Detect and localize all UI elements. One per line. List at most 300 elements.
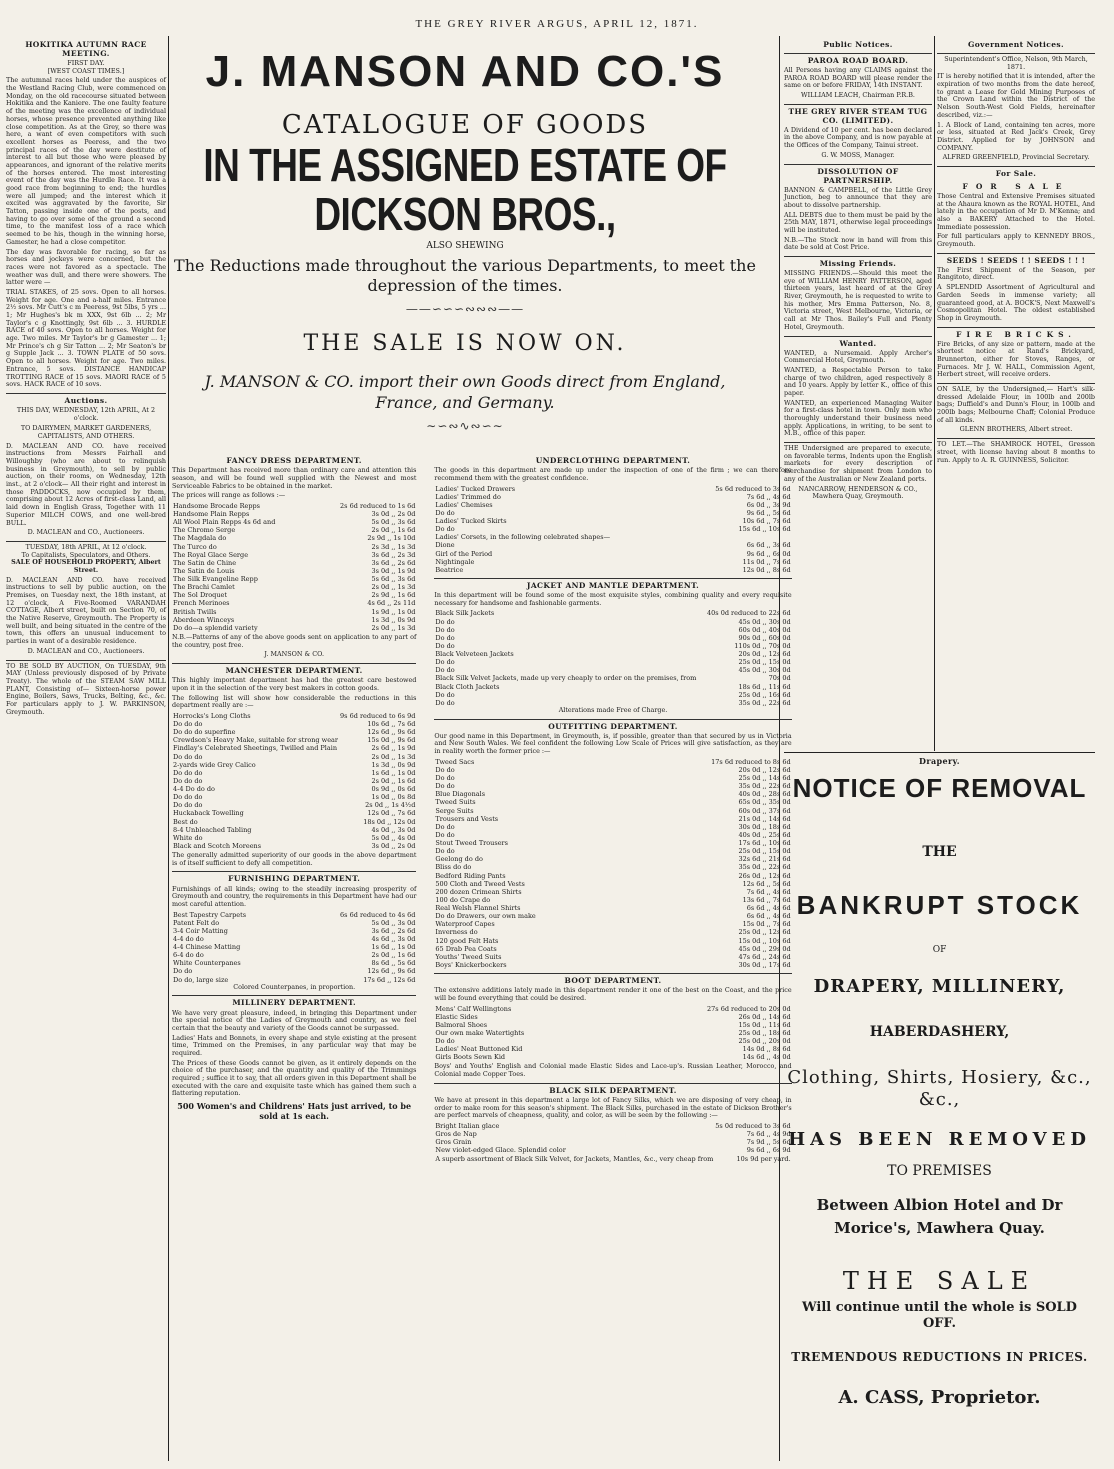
manchester-item-price: 1s 3d ,, 0s 9d	[371, 760, 416, 769]
blacksilk-row	[434, 1155, 791, 1163]
outfitting-item-price: 30s 0d ,, 18s 6d	[738, 822, 791, 831]
the-sale: THE SALE	[842, 1267, 1037, 1296]
boot-item-price: 27s 6d reduced to 20s 0d	[707, 1004, 791, 1013]
manchester-item-price: 10s 6d ,, 7s 6d	[367, 720, 416, 729]
column-rule-3	[934, 36, 935, 751]
auction3-body: TO BE SOLD BY AUCTION, On TUESDAY, 9th MAY (Unless previously disposed of by Private Treaty). The whole of the STEAM SAW MILL PLANT, Consisting of— Sixteen-horse power Engine, Boilers, Saws, Trucks, Belting, &c., &c. For particulars apply to J. W. PARKINSON, Greymouth.	[6, 661, 166, 716]
jacket-row	[434, 626, 791, 634]
outfitting-row	[434, 945, 791, 953]
to-premises: TO PREMISES	[887, 1163, 992, 1180]
under-item-name: Do do	[435, 508, 455, 517]
tremendous-text: TREMENDOUS REDUCTIONS IN PRICES.	[791, 1350, 1088, 1365]
fancy-row	[172, 518, 416, 526]
furnishing-row	[172, 951, 416, 959]
manchester-item-name: 8-4 Unbleached Tabling	[173, 825, 252, 834]
jacket-item-price: 35s 0d ,, 22s 6d	[738, 698, 791, 707]
blacksilk-row	[434, 1122, 791, 1130]
ornament-divider-2: ∼∽∾∿∾∽∼	[426, 419, 504, 434]
outfitting-row	[434, 798, 791, 806]
outfitting-item-price: 40s 0d ,, 25s 6d	[738, 830, 791, 839]
fancy-item-name: The Magdala do	[173, 534, 227, 543]
furnishing-item-name: 4-4 Chinese Matting	[173, 943, 241, 952]
furnishing-item-name: Patent Felt do	[173, 918, 220, 927]
ornament-divider-1: ——∽∽∽∾∾∾——	[405, 302, 525, 317]
fancy-item-name: All Wool Plain Repps 4s 6d and	[173, 518, 276, 527]
fancy-item-name: The Sol Droquet	[173, 591, 227, 600]
jacket-item-price: 18s 6d ,, 11s 6d	[738, 682, 791, 691]
fancy-item-name: Handsome Plain Repps	[173, 510, 250, 519]
furnishing-item-name: 4-4 do do	[173, 934, 204, 943]
missing-heading: Missing Friends.	[784, 256, 932, 268]
dept-left-column	[172, 452, 416, 1163]
manchester-item-name: Findlay's Celebrated Sheetings, Twilled and Plain	[173, 744, 338, 753]
outfitting-row	[434, 904, 791, 912]
boot-item-name: Balmoral Shoes	[435, 1020, 488, 1029]
manchester-item-price: 2s 6d ,, 1s 9d	[371, 744, 416, 753]
under-item-price: 6s 0d ,, 3s 9d	[746, 500, 791, 509]
gov-sign: ALFRED GREENFIELD, Provincial Secretary.	[942, 153, 1090, 162]
outfitting-row	[434, 807, 791, 815]
outfitting-row	[434, 961, 791, 969]
furnishing-item-price: 3s 6d ,, 2s 6d	[371, 926, 416, 935]
jacket-intro: In this department will be found some of the most exquisite styles, combining quality and every requisite necessary for handsome and fashionable garments.	[434, 591, 792, 607]
under-item-price: 9s 6d ,, 5s 6d	[746, 508, 791, 517]
boot-item-name: Our own make Watertights	[435, 1028, 525, 1037]
gov-heading: Government Notices.	[967, 40, 1065, 49]
under-row	[434, 566, 791, 574]
boot-item-name: Ladies' Neat Buttoned Kid	[435, 1045, 523, 1054]
outfitting-item-name: Bliss do do	[435, 863, 472, 872]
boot-item-name: Do do	[435, 1037, 455, 1046]
outfitting-row	[434, 774, 791, 782]
fancy-item-price: 2s 6d reduced to 1s 6d	[340, 501, 416, 510]
outfitting-item-name: 65 Drab Pea Coats	[435, 944, 497, 953]
jacket-row	[434, 658, 791, 666]
manchester-row	[172, 769, 416, 777]
dissolution-debts: ALL DEBTS due to them must be paid by the 25th MAY, 1871, otherwise legal proceedings will be instituted.	[784, 210, 932, 234]
manchester-item-price: 12s 6d ,, 9s 6d	[367, 728, 416, 737]
jacket-row	[434, 683, 791, 691]
fancy-item-price: 1s 3d ,, 0s 9d	[371, 615, 416, 624]
under-item-price	[634, 533, 791, 541]
boot-item-price: 25s 0d ,, 20s 0d	[738, 1037, 791, 1046]
outfitting-item-name: Blue Diagonals	[435, 790, 486, 799]
outfitting-row	[434, 920, 791, 928]
blacksilk-item-price: 10s 9d per yard.	[736, 1154, 791, 1163]
manchester-row	[172, 777, 416, 785]
under-item-name: Ladies' Tucked Drawers	[435, 484, 516, 493]
under-row	[434, 558, 791, 566]
outfitting-item-price: 6s 6d ,, 4s 6d	[746, 912, 791, 921]
furnishing-table	[172, 911, 416, 984]
fancy-item-price: 5s 6d ,, 3s 6d	[371, 575, 416, 584]
blacksilk-item-name: Gros de Nap	[435, 1130, 477, 1139]
catalogue-title: CATALOGUE OF GOODS	[281, 110, 649, 140]
fancy-item-name: Aberdeen Winceys	[173, 615, 235, 624]
furnishing-item-price: 1s 6d ,, 1s 0d	[371, 943, 416, 952]
manchester-note: The generally admitted superiority of our goods in the above department is of itself sufficient to defy all competition.	[172, 851, 417, 867]
outfitting-item-price: 20s 0d ,, 12s 6d	[738, 765, 791, 774]
outfitting-item-name: Trousers and Vests	[435, 814, 499, 823]
manchester-item-name: 2-yards wide Grey Calico	[173, 760, 256, 769]
jacket-item-price: 45s 0d ,, 30s 0d	[738, 617, 791, 626]
outfitting-item-price: 47s 6d ,, 24s 6d	[738, 952, 791, 961]
under-item-name: Do do	[435, 525, 455, 534]
fancy-row	[172, 599, 416, 607]
manchester-row	[172, 712, 416, 720]
manchester-title: MANCHESTER DEPARTMENT.	[172, 663, 416, 675]
blacksilk-item-price: 7s 9d ,, 5s 6d	[746, 1138, 791, 1147]
under-row	[434, 509, 791, 517]
boot-item-name: Elastic Sides	[435, 1012, 478, 1021]
for-sale-apply: For full particulars apply to KENNEDY BROS., Greymouth.	[937, 232, 1095, 249]
fancy-item-price: 2s 9d ,, 1s 10d	[367, 534, 416, 543]
outfitting-row	[434, 937, 791, 945]
fancy-row	[172, 543, 416, 551]
continue-text: Will continue until the whole is SOLD OFF.	[802, 1300, 1077, 1332]
millinery-p3: The Prices of these Goods cannot be given, as it entirely depends on the choice of the purchaser, and the quantity and quality of the Trimmings required ; suffice it to say, that all orders given in this Department shall be executed with the care and exquisite taste which has gained them such a flattering reputation.	[172, 1058, 417, 1098]
furnishing-item-price: 12s 6d ,, 9s 6d	[367, 967, 416, 976]
furnishing-item-name: Best Tapestry Carpets	[173, 910, 247, 919]
fancy-note: N.B.—Patterns of any of the above goods sent on application to any part of the country, post free.	[172, 632, 417, 649]
under-title: UNDERCLOTHING DEPARTMENT.	[535, 456, 691, 466]
manchester-row	[172, 720, 416, 728]
outfitting-item-price: 13s 6d ,, 7s 6d	[742, 895, 791, 904]
drapery-advert	[784, 752, 1095, 1457]
outfitting-table	[434, 758, 791, 969]
dissolution-body: BANNON & CAMPBELL, of the Little Grey Junction, beg to announce that they are about to dissolve partnership.	[784, 185, 932, 209]
under-item-price: 7s 6d ,, 4s 6d	[746, 492, 791, 501]
flour-sign: GLENN BROTHERS, Albert street.	[959, 425, 1073, 434]
fancy-row	[172, 502, 416, 510]
outfitting-row	[434, 953, 791, 961]
outfitting-item-price: 35s 0d ,, 22s 6d	[738, 782, 791, 791]
under-row	[434, 493, 791, 501]
drapery-millinery: DRAPERY, MILLINERY,	[813, 976, 1066, 998]
outfitting-item-name: Tweed Suits	[435, 798, 476, 807]
outfitting-title: OUTFITTING DEPARTMENT.	[434, 719, 791, 731]
outfitting-item-price: 26s 0d ,, 12s 6d	[738, 871, 791, 880]
outfitting-item-name: Do do	[435, 847, 455, 856]
manchester-item-price: 3s 0d ,, 2s 0d	[371, 841, 416, 850]
outfitting-item-price: 15s 0d ,, 7s 6d	[742, 920, 791, 929]
firm-name: J. MANSON AND CO.'S	[205, 47, 725, 96]
column-rule-1	[168, 36, 169, 1461]
manchester-row	[172, 785, 416, 793]
under-row	[434, 550, 791, 558]
fancy-row	[172, 575, 416, 583]
outfitting-row	[434, 823, 791, 831]
jacket-item-price: 25s 0d ,, 15s 0d	[738, 658, 791, 667]
dissolution-title: DISSOLUTION OF PARTNERSHIP.	[784, 164, 932, 185]
fancy-row	[172, 551, 416, 559]
fancy-row	[172, 567, 416, 575]
manchester-item-name: White do	[173, 833, 203, 842]
boot-row	[434, 1021, 791, 1029]
fancy-item-price: 4s 6d ,, 2s 11d	[367, 599, 416, 608]
jacket-note: Alterations made Free of Charge.	[558, 705, 668, 714]
race-byline: [WEST COAST TIMES.]	[47, 66, 125, 75]
newspaper-header: THE GREY RIVER ARGUS, APRIL 12, 1871.	[415, 18, 699, 30]
manchester-item-price: 12s 0d ,, 7s 6d	[367, 809, 416, 818]
race-column	[6, 36, 166, 1461]
furnishing-row	[172, 919, 416, 927]
haberdashery: HABERDASHERY,	[869, 1024, 1010, 1041]
fancy-item-price: 2s 0d ,, 1s 6d	[371, 526, 416, 535]
missing-body: MISSING FRIENDS.—Should this meet the eye of WILLIAM HENRY PATTERSON, aged thirteen years, last heard of at the Grey River, Greymouth, he is requested to write to his mother, Mrs Emma Patterson, No. 8, Victoria street, West Melbourne, Victoria, or call at Mr Thos. Bailey's Full and Plenty Hotel, Greymouth.	[784, 269, 932, 331]
boot-item-price: 14s 0d ,, 8s 6d	[742, 1045, 791, 1054]
manchester-row	[172, 818, 416, 826]
manchester-item-name: 4-4 Do do do	[173, 785, 215, 794]
manchester-range: The following list will show how considerable the reductions in this department really are :—	[172, 693, 417, 710]
jacket-item-price: 40s 0d reduced to 22s 6d	[707, 609, 791, 618]
under-item-name: Ladies' Corsets, in the following celebrated shapes—	[435, 533, 611, 542]
boot-item-price: 14s 6d ,, 4s 0d	[742, 1053, 791, 1062]
manchester-row	[172, 736, 416, 744]
jacket-item-name: Do do	[435, 658, 455, 667]
fancy-item-price: 1s 9d ,, 1s 0d	[371, 607, 416, 616]
auction1-day: THIS DAY, WEDNESDAY, 12th APRIL, At 2 o'clock.	[16, 405, 156, 422]
manchester-row	[172, 801, 416, 809]
millinery-p1: We have very great pleasure, indeed, in bringing this Department under the special notice of the Ladies of Greymouth and country, as we feel certain that the beauty and variety of the Goods cannot be surpassed.	[172, 1008, 417, 1032]
millinery-title: MILLINERY DEPARTMENT.	[172, 995, 416, 1007]
jacket-item-price: 110s 0d ,, 70s 0d	[734, 641, 791, 650]
seeds-body-2: A SPLENDID Assortment of Agricultural and Garden Seeds in immense variety; all guaranteed good, at A. BOCK'S, Next Maxwell's Cosmopolitan Hotel. The oldest established Shop in Greymouth.	[937, 283, 1095, 322]
blacksilk-item-price: 5s 0d reduced to 3s 6d	[715, 1122, 791, 1131]
under-item-price: 10s 6d ,, 7s 6d	[742, 517, 791, 526]
blacksilk-item-price: 9s 6d ,, 6s 9d	[746, 1146, 791, 1155]
flour-body: ON SALE, by the Undersigned,— Hart's silk-dressed Adelaide Flour, in 100lb and 200lb bags; Duffield's and Dunn's Flour, in 100lb and 200lb bags; Melbourne Chaff; Colonial Produce of all kinds.	[937, 385, 1095, 424]
jacket-row	[434, 666, 791, 674]
fancy-item-name: The Chromo Serge	[173, 526, 236, 535]
indent-sign: NANCARROW, HENDERSON & CO., Mawhera Quay, Greymouth.	[798, 484, 918, 501]
blacksilk-row	[434, 1130, 791, 1138]
manchester-item-name: Black and Scotch Moreens	[173, 841, 262, 850]
manchester-item-price: 2s 0d ,, 1s 4½d	[365, 801, 416, 810]
boot-item-name: Girls Boots Sewn Kid	[435, 1053, 506, 1062]
outfitting-item-price: 65s 0d ,, 35s 0d	[738, 798, 791, 807]
boot-item-price: 26s 0d ,, 14s 6d	[738, 1012, 791, 1021]
under-item-price: 5s 6d reduced to 3s 6d	[715, 484, 791, 493]
drapery-heading: Drapery.	[919, 756, 960, 766]
jacket-row	[434, 642, 791, 650]
blacksilk-item-name: Bright Italian glace	[435, 1122, 500, 1131]
blacksilk-intro: We have at present in this department a large lot of Fancy Silks, which we are disposing of very cheap, in order to make room for this season's shipment. The Black Silks, purchased in the estate of Dickson Brother's are perfect marvels of cheapness, quality, and color, as will be seen by the following :—	[434, 1096, 792, 1120]
fancy-item-name: Handsome Brocade Repps	[173, 501, 261, 510]
jacket-item-price: 20s 0d ,, 12s 6d	[738, 650, 791, 659]
outfitting-row	[434, 880, 791, 888]
auctions-heading: Auctions.	[6, 393, 166, 405]
outfitting-item-price: 25s 0d ,, 14s 6d	[738, 774, 791, 783]
manson-advert	[172, 36, 792, 1461]
outfitting-item-price: 32s 6d ,, 21s 6d	[738, 855, 791, 864]
furnishing-item-price: 6s 6d reduced to 4s 6d	[340, 910, 416, 919]
outfitting-row	[434, 839, 791, 847]
blacksilk-table	[434, 1122, 791, 1163]
manchester-item-price: 15s 0d ,, 9s 6d	[367, 736, 416, 745]
manchester-row	[172, 761, 416, 769]
outfitting-item-name: Boys' Knickerbockers	[435, 960, 507, 969]
jacket-row	[434, 609, 791, 617]
boot-row	[434, 1029, 791, 1037]
outfitting-item-price: 15s 0d ,, 10s 6d	[738, 936, 791, 945]
outfitting-item-name: Tweed Sacs	[435, 757, 475, 766]
manchester-intro: This highly important department has had the greatest care bestowed upon it in the selection of the very best makers in cotton goods.	[172, 676, 417, 692]
under-item-name: Nightingale	[435, 557, 475, 566]
outfitting-row	[434, 815, 791, 823]
jacket-item-name: Do do	[435, 625, 455, 634]
furnishing-item-price: 2s 0d ,, 1s 6d	[371, 951, 416, 960]
fancy-item-price: 3s 0d ,, 1s 9d	[371, 566, 416, 575]
manchester-row	[172, 728, 416, 736]
tug-title: THE GREY RIVER STEAM TUG CO. (LIMITED).	[784, 104, 932, 125]
outfitting-item-name: Real Welsh Flannel Shirts	[435, 904, 521, 913]
manchester-row	[172, 753, 416, 761]
manchester-item-price: 2s 0d ,, 1s 6d	[371, 776, 416, 785]
fancy-item-price: 2s 0d ,, 1s 3d	[371, 583, 416, 592]
under-row	[434, 525, 791, 533]
fancy-row	[172, 559, 416, 567]
outfitting-item-price: 17s 6d ,, 10s 6d	[738, 839, 791, 848]
outfitting-item-price: 30s 0d ,, 17s 6d	[738, 960, 791, 969]
paroa-sign: WILLIAM LEACH, Chairman P.R.B.	[801, 91, 915, 100]
under-row	[434, 517, 791, 525]
outfitting-row	[434, 847, 791, 855]
fancy-item-price: 3s 6d ,, 2s 6d	[371, 558, 416, 567]
furnishing-row	[172, 967, 416, 975]
race-para-2: The day was favorable for racing, so far as horses and jockeys were concerned, but the races were not favored as a spectacle. The weather was dull, and there were showers. The latter were —	[6, 247, 166, 287]
fancy-item-price: 5s 0d ,, 3s 6d	[371, 518, 416, 527]
under-item-price: 9s 6d ,, 6s 0d	[746, 549, 791, 558]
of-label: OF	[932, 945, 947, 956]
outfitting-item-name: Serge Suits	[435, 806, 474, 815]
furnishing-item-name: Do do, large size	[173, 975, 229, 984]
boot-row	[434, 1045, 791, 1053]
under-item-price: 6s 6d ,, 3s 6d	[746, 541, 791, 550]
furnishing-item-name: 3-4 Coir Matting	[173, 926, 228, 935]
auction2-sign: D. MACLEAN and CO., Auctioneers.	[27, 646, 145, 655]
manchester-item-name: Do do do	[173, 720, 203, 729]
jacket-item-name: Do do	[435, 641, 455, 650]
outfitting-item-price: 21s 0d ,, 14s 6d	[738, 814, 791, 823]
outfitting-item-price: 25s 0d ,, 12s 6d	[738, 928, 791, 937]
jacket-table	[434, 609, 791, 707]
paroa-title: PAROA ROAD BOARD.	[784, 53, 932, 65]
reductions-text: The Reductions made throughout the various Departments, to meet the depression of the times.	[174, 256, 756, 296]
blacksilk-row	[434, 1146, 791, 1154]
outfitting-item-name: Inverness do	[435, 928, 478, 937]
fancy-item-name: The Satin de Louis	[173, 566, 235, 575]
estate-title: IN THE ASSIGNED ESTATE OF DICKSON BROS.,	[203, 139, 727, 240]
manchester-row	[172, 834, 416, 842]
jacket-row	[434, 618, 791, 626]
for-sale-title: FOR SALE	[962, 181, 1070, 191]
fancy-item-price: 3s 0d ,, 2s 0d	[371, 510, 416, 519]
dissolution-nb: N.B.—The Stock now in hand will from this date be sold at Cost Price.	[784, 235, 932, 252]
jacket-item-price: 25s 0d ,, 16s 6d	[738, 690, 791, 699]
outfitting-item-name: Do do	[435, 830, 455, 839]
fancy-item-name: The Satin de Chine	[173, 558, 237, 567]
furnishing-note: Colored Counterpanes, in proportion.	[233, 982, 356, 991]
also-shewing: ALSO SHEWING	[426, 241, 504, 252]
outfitting-item-name: Do do	[435, 822, 455, 831]
race-results: TRIAL STAKES, of 25 sovs. Open to all horses. Weight for age. One and a-half miles. Entrance 2½ sovs. Mr Cutt's c m Peeress, 9st 5lbs, 5 yrs ... 1; Mr Hughes's bk m XXX, 9st 6lb ... 2; Mr Taylor's c g Knottingly, 9st 6lb ... 3. HURDLE RACE of 40 sovs. Open to all horses. Weight for age. Two miles. Mr Taylor's br g Gamester ... 1; Mr Prince's ch g Sir Tatton ... 2; Mr Seaton's br g Supple Jack ... 3. TOWN PLATE of 50 sovs. Open to all horses. Weight for age. Two miles. Entrance, 5 sovs. DISTANCE HANDICAP TROTTING RACE of 15 sovs. MAORI RACE of 5 sovs. HACK RACE of 10 sovs.	[6, 287, 166, 389]
under-item-price: 15s 6d ,, 10s 6d	[738, 525, 791, 534]
outfitting-item-price: 25s 0d ,, 15s 0d	[738, 847, 791, 856]
outfitting-row	[434, 758, 791, 766]
dept-right-column	[434, 452, 791, 1163]
fancy-item-name: British Twills	[173, 607, 217, 616]
fancy-range: The prices will range as follows :—	[172, 491, 286, 500]
clothing-line: Clothing, Shirts, Hosiery, &c., &c.,	[787, 1067, 1092, 1111]
outfitting-item-name: Do do	[435, 774, 455, 783]
fancy-row	[172, 591, 416, 599]
gov-item: 1. A Block of Land, containing ten acres, more or less, situated at Red Jack's Creek, Grey District. Applied for by JOHNSON and COMPANY.	[937, 120, 1095, 152]
jacket-row	[434, 691, 791, 699]
outfitting-item-price: 60s 0d ,, 37s 6d	[738, 806, 791, 815]
outfitting-row	[434, 888, 791, 896]
manchester-item-name: Do do do	[173, 768, 203, 777]
boot-row	[434, 1037, 791, 1045]
under-row	[434, 541, 791, 549]
the-label: THE	[922, 844, 957, 861]
under-item-name: Dione	[435, 541, 455, 550]
blacksilk-item-name: New violet-edged Glace. Splendid color	[435, 1146, 566, 1155]
blacksilk-item-name: A superb assortment of Black Silk Velvet, for Jackets, Mantles, &c., very cheap from	[435, 1154, 714, 1163]
paroa-body: All Persons having any CLAIMS against the PAROA ROAD BOARD will please render the same on or before FRIDAY, 14th INSTANT.	[784, 66, 932, 90]
auction1-to: TO DAIRYMEN, MARKET GARDENERS, CAPITALISTS, AND OTHERS.	[20, 424, 152, 440]
boot-item-price: 15s 0d ,, 11s 6d	[738, 1020, 791, 1029]
tug-sign: G. W. MOSS, Manager.	[821, 150, 895, 159]
furnishing-item-price: 17s 6d ,, 12s 6d	[363, 975, 416, 984]
wanted-2: WANTED, a Respectable Person to take charge of two children, aged respectively 8 and 10 years. Apply by letter K., office of this paper.	[784, 365, 932, 397]
manchester-item-name: Best do	[173, 817, 198, 826]
for-sale-heading: For Sale.	[937, 166, 1095, 178]
fancy-row	[172, 624, 416, 632]
outfitting-item-name: Do do Drawers, our own make	[435, 912, 536, 921]
manchester-item-name: Do do do	[173, 776, 203, 785]
fancy-row	[172, 583, 416, 591]
jacket-item-name: Do do	[435, 617, 455, 626]
outfitting-row	[434, 896, 791, 904]
fancy-item-name: Do do—a splendid variety	[173, 623, 258, 632]
fancy-item-name: The Brachi Camlet	[173, 583, 235, 592]
import-text: J. MANSON & CO. import their own Goods direct from England, France, and Germany.	[204, 371, 726, 412]
auction2-to: To Capitalists, Speculators, and Others.	[21, 550, 151, 559]
auction2-body: D. MACLEAN AND CO. have received instructions to sell by public auction, on the Premises, on Tuesday next, the 18th instant, at 12 o'clock, A Five-Roomed VARANDAH COTTAGE, Albert street, built on Section 70, of the Native Reserve, Greymouth. The Property is well built, and being situated in the centre of the town, this offers an unusual inducement to parties in want of a desirable residence.	[6, 575, 166, 646]
fancy-item-name: The Turco do	[173, 542, 217, 551]
outfitting-row	[434, 831, 791, 839]
manchester-item-price: 2s 0d ,, 1s 3d	[371, 752, 416, 761]
under-item-price: 12s 0d ,, 8s 6d	[742, 565, 791, 574]
outfitting-item-name: Waterproof Capes	[435, 920, 495, 929]
bricks-body: Fire Bricks, of any size or pattern, made at the shortest notice at Rand's Brickyard, Brunnerton, either for Stoves, Ranges, or Furnaces. Mr J. W. HALL, Commission Agent, Herbert street, will receive orders.	[937, 339, 1095, 379]
fancy-item-price: 2s 0d ,, 1s 3d	[371, 623, 416, 632]
manchester-item-price: 4s 0d ,, 3s 0d	[371, 825, 416, 834]
blacksilk-title: BLACK SILK DEPARTMENT.	[434, 1083, 791, 1095]
jacket-row	[434, 650, 791, 658]
under-item-name: Ladies' Chemises	[435, 500, 493, 509]
furnishing-item-name: 6-4 do do	[173, 951, 204, 960]
has-been-removed: HAS BEEN REMOVED	[788, 1129, 1091, 1151]
under-intro: The goods in this department are made up under the inspection of one of the firm ; we can therefore recommend them with the greatest confidence.	[434, 466, 792, 482]
boot-item-price: 25s 0d ,, 18s 6d	[738, 1028, 791, 1037]
outfitting-row	[434, 912, 791, 920]
under-item-name: Girl of the Period	[435, 549, 493, 558]
outfitting-row	[434, 928, 791, 936]
under-row	[434, 533, 791, 541]
outfitting-item-name: 200 dozen Crimean Shirts	[435, 887, 522, 896]
